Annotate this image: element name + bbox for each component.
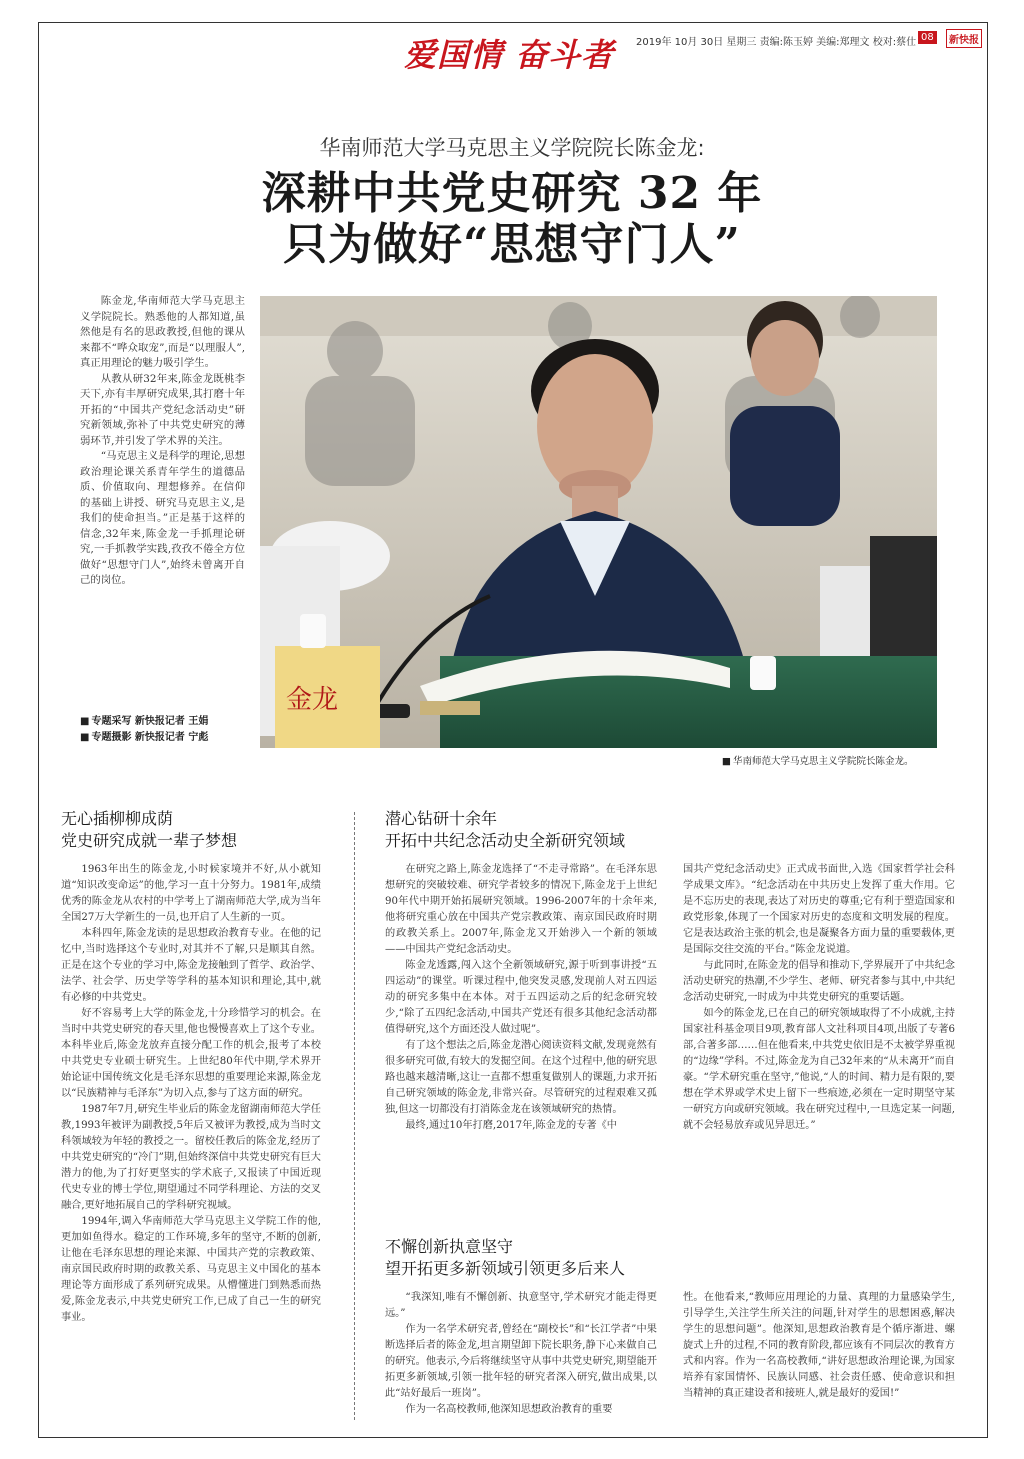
section-2-paragraph: 在研究之路上,陈金龙选择了“不走寻常路”。在毛泽东思想研究的突破较难、研究学者较多的情况下,陈金龙于上世纪90年代中期开始拓展研究领域。1996-2007年的十余年来,他将研究重心放在中国共产党宗教政策、南京国民政府时期的政教关系上。2007年,陈金龙又开始涉入一个新的领域——中国共产党纪念活动史。 <box>385 864 657 955</box>
section-2-title <box>385 808 625 852</box>
credits <box>80 714 208 746</box>
section-2-paragraph: 有了这个想法之后,陈金龙潜心阅读资料文献,发现竟然有很多研究可做,有较大的发掘空间。在这个过程中,他的研究思路也越来越清晰,这让一直都不想重复做别人的课题,力求开拓自己研究领域的陈金龙,非常兴奋。尽管研究的过程艰难又孤独,但这一切都没有打消陈金龙在该领域研究的热情。 <box>385 1040 657 1115</box>
section-2-paragraph: 国共产党纪念活动史》正式成书面世,入选《国家哲学社会科学成果文库》。“纪念活动在中共历史上发挥了重大作用。它是不忘历史的表现,表达了对历史的尊重;它有利于塑造国家和政党形象,体现了一个国家对历史的态度和文明发展的程度。它是表达政治主张的机会,也是凝聚各方面力量的重要载体,更是国际交往交流的平台。”陈金龙说道。 <box>683 864 955 955</box>
section-3-title-line-2: 望开拓更多新领域引领更多后来人 <box>385 1259 626 1278</box>
section-1-paragraph: 本科四年,陈金龙读的是思想政治教育专业。在他的记忆中,当时选择这个专业时,对其并不了解,只是顺其自然。正是在这个专业的学习中,陈金龙接触到了哲学、政治学、法学、社会学、历史学等学科的基本知识和理论,其中,就有必修的中共党史。 <box>61 928 321 1003</box>
paper-logo: 新快报 <box>946 29 982 48</box>
section-2-paragraph: 与此同时,在陈金龙的倡导和推动下,学界展开了中共纪念活动史研究的热潮,不少学生、老师、研究者参与其中,中共纪念活动史研究,一时成为中共党史研究的重要话题。 <box>683 960 955 1003</box>
section-1-title-line-1: 无心插柳柳成荫 <box>61 809 174 828</box>
header-slogan: 爱国情 奋斗者 <box>404 36 615 74</box>
portrait-photo-illustration <box>260 296 937 748</box>
section-3-title-line-1: 不懈创新执意坚守 <box>385 1237 514 1256</box>
section-1-title <box>61 808 237 852</box>
page-number-badge: 08 <box>918 31 937 44</box>
headline-line-1: 深耕中共党史研究 32 年 <box>261 168 763 219</box>
intro-text <box>80 294 245 589</box>
credit-photographer: ■ 专题摄影 新快报记者 宁彪 <box>80 730 208 746</box>
intro-paragraph: 陈金龙,华南师范大学马克思主义学院院长。熟悉他的人都知道,虽然他是有名的思政教授,但他的课从来都不“哗众取宠”,而是“以理服人”,真正用理论的魅力吸引学生。 <box>80 295 245 369</box>
header-meta: 2019年 10月 30日 星期三 责编:陈玉婷 美编:郑理文 校对:蔡仕 <box>636 37 917 48</box>
section-3-column-a <box>385 1290 657 1418</box>
intro-paragraph: “马克思主义是科学的理论,思想政治理论课关系青年学生的道德品质、价值取向、理想修养。在信仰的基础上讲授、研究马克思主义,是我们的使命担当。”正是基于这样的信念,32年来,陈金龙一手抓理论研究,一手抓教学实践,孜孜不倦全方位做好“思想守门人”,始终未曾离开自己的岗位。 <box>80 450 245 586</box>
headline-line-2: 只为做好“思想守门人” <box>283 219 741 270</box>
credit-writer: ■ 专题采写 新快报记者 王娟 <box>80 714 208 730</box>
column-divider <box>354 812 355 1420</box>
section-2-paragraph: 陈金龙透露,闯入这个全新领域研究,源于听到事讲授“五四运动”的课堂。听课过程中,他突发灵感,发现前人对五四运动的研究多集中在本体。对于五四运动之后的纪念研究较少,“除了五四纪念活动,中国共产党还有很多其他纪念活动都值得研究,这个方面还没人做过呢”。 <box>385 960 657 1035</box>
nameplate-text: 金龙 <box>286 685 339 715</box>
section-2-paragraph: 最终,通过10年打磨,2017年,陈金龙的专著《中 <box>405 1120 617 1131</box>
section-3-paragraph: 性。在他看来,“教师应用理论的力量、真理的力量感染学生,引导学生,关注学生所关注的问题,针对学生的思想困惑,解决学生的思想问题”。他深知,思想政治教育是个循序渐进、螺旋式上升的过程,不同的教育阶段,都应该有不同层次的教育方式和内容。作为一名高校教师,“讲好思想政治理论课,为国家培养有家国情怀、民族认同感、社会责任感、使命意识和担当精神的真正建设者和接班人,就是最好的爱国!” <box>683 1292 955 1399</box>
section-2-column-a <box>385 862 657 1134</box>
section-3-column-b <box>683 1290 955 1402</box>
section-3-paragraph: “我深知,唯有不懈创新、执意坚守,学术研究才能走得更远。” <box>385 1292 657 1319</box>
section-1-paragraph: 1987年7月,研究生毕业后的陈金龙留湖南师范大学任教,1993年被评为副教授,5年后又被评为教授,成为当时文科领域较为年轻的教授之一。留校任教后的陈金龙,经历了中共党史研究的“冷门”期,但始终深信中共党史研究有巨大潜力的他,为了打好更坚实的学术底子,又报读了中国近现代史专业的博士学位,期望通过不同学科理论、方法的交叉融合,更好地拓展自己的学科研究视域。 <box>61 1104 321 1211</box>
section-3-paragraph: 作为一名高校教师,他深知思想政治教育的重要 <box>405 1404 613 1415</box>
section-1-title-line-2: 党史研究成就一辈子梦想 <box>61 831 238 850</box>
section-3-title <box>385 1236 625 1280</box>
section-3-paragraph: 作为一名学术研究者,曾经在“副校长”和“长江学者”中果断选择后者的陈金龙,坦言期望卸下院长职务,静下心来做自己的研究。他表示,今后将继续坚守从事中共党史研究,期望能开拓更多新领域,引领一批年轻的研究者深入研究,做出成果,以此“站好最后一班岗”。 <box>385 1324 657 1399</box>
main-photo <box>260 296 937 748</box>
section-1-column <box>61 862 321 1326</box>
section-1-paragraph: 1994年,调入华南师范大学马克思主义学院工作的他,更加如鱼得水。稳定的工作环境,多年的坚守,不断的创新,让他在毛泽东思想的理论来源、中国共产党的宗教政策、南京国民政府时期的政教关系、马克思主义中国化的基本理论等方面形成了系列研究成果。从懵懂进门到熟悉而热爱,陈金龙表示,中共党史研究工作,已成了自己一生的研究事业。 <box>61 1216 321 1323</box>
section-2-paragraph: 如今的陈金龙,已在自己的研究领域取得了不小成就,主持国家社科基金项目9项,教育部人文社科项目4项,出版了专著6部,合著多部……但在他看来,中共党史依旧是不太被学界重视的“边缘”学科。不过,陈金龙为自己32年来的“从未离开”而自豪。“学术研究重在坚守,”他说,“人的时间、精力是有限的,要想在学术界或学术史上留下一些痕迹,必须在一定时期坚守某一研究方向或研究领域。我在研究过程中,一旦选定某一问题,就不会轻易放弃或见异思迁。” <box>683 1008 955 1131</box>
section-2-title-line-2: 开拓中共纪念活动史全新研究领域 <box>385 831 626 850</box>
section-2-title-line-1: 潜心钻研十余年 <box>385 809 498 828</box>
article-kicker: 华南师范大学马克思主义学院院长陈金龙: <box>319 136 705 160</box>
photo-caption: ■ 华南师范大学马克思主义学院院长陈金龙。 <box>722 753 914 767</box>
intro-paragraph: 从教从研32年来,陈金龙既桃李天下,亦有丰厚研究成果,其打磨十年开拓的“中国共产党纪念活动史”研究新领域,弥补了中共党史研究的薄弱环节,并引发了学术界的关注。 <box>80 372 245 447</box>
section-1-paragraph: 好不容易考上大学的陈金龙,十分珍惜学习的机会。在当时中共党史研究的春天里,他也慢慢喜欢上了这个专业。本科毕业后,陈金龙放弃直接分配工作的机会,报考了本校中共党史专业硕士研究生。上世纪80年代中期,学术界开始论证中国传统文化是毛泽东思想的重要理论来源,陈金龙以“民族精神与毛泽东”为切入点,参与了这方面的研究。 <box>61 1008 321 1099</box>
section-2-column-b <box>683 862 955 1134</box>
section-1-paragraph: 1963年出生的陈金龙,小时候家境并不好,从小就知道“知识改变命运”的他,学习一直十分努力。1981年,成绩优秀的陈金龙从农村的中学考上了湖南师范大学,成为当年全国27万大学新生的一员,也开启了人生新的一页。 <box>61 864 321 923</box>
